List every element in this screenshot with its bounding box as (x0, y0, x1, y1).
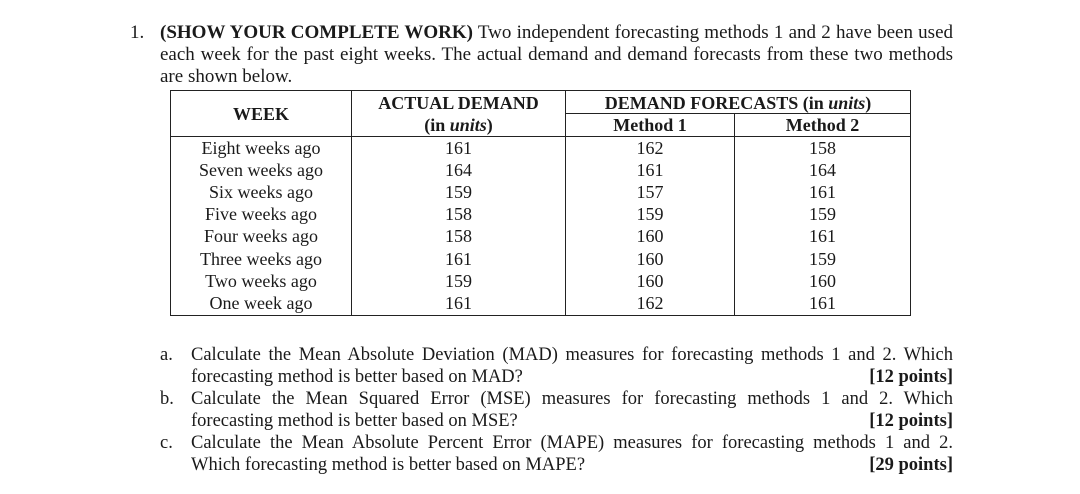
part-points: [12 points] (869, 367, 953, 387)
header-actual-unit: units (449, 115, 487, 135)
cell-method-1: 162 (566, 137, 735, 160)
cell-method-2: 161 (735, 292, 911, 315)
part-letter: b. (160, 389, 174, 409)
table-row (171, 181, 911, 203)
cell-week: Two weeks ago (171, 270, 352, 292)
cell-method-1: 162 (566, 292, 735, 315)
part-text-cont: Which forecasting method is better based on MAPE? (191, 455, 586, 475)
cell-week: Seven weeks ago (171, 159, 352, 181)
header-week: WEEK (171, 91, 352, 137)
demand-forecast-table (170, 90, 911, 316)
cell-method-1: 160 (566, 226, 735, 248)
cell-week: Eight weeks ago (171, 137, 352, 160)
header-actual-demand (352, 91, 566, 137)
cell-method-2: 159 (735, 204, 911, 226)
header-method-2: Method 2 (735, 114, 911, 137)
cell-week: Three weeks ago (171, 248, 352, 270)
table-row (171, 270, 911, 292)
header-demand-forecasts (566, 91, 911, 114)
header-actual-prefix: (in (424, 115, 450, 135)
cell-method-2: 159 (735, 248, 911, 270)
header-forecasts-suffix: ) (865, 93, 872, 113)
cell-method-2: 161 (735, 226, 911, 248)
cell-method-1: 159 (566, 204, 735, 226)
cell-actual: 158 (352, 204, 566, 226)
cell-method-2: 164 (735, 159, 911, 181)
cell-method-2: 160 (735, 270, 911, 292)
part-text: Calculate the Mean Squared Error (MSE) measures for forecasting methods 1 and 2. Which (191, 389, 953, 409)
cell-method-2: 161 (735, 181, 911, 203)
part-text-cont: forecasting method is better based on MAD? (191, 367, 523, 387)
header-forecasts-prefix: DEMAND FORECASTS (in (604, 93, 829, 113)
part-points: [29 points] (869, 455, 953, 475)
cell-method-1: 160 (566, 248, 735, 270)
part-text: Calculate the Mean Absolute Percent Error (MAPE) measures for forecasting methods 1 and 2. (191, 433, 953, 453)
part-b (160, 388, 953, 432)
table-row (171, 204, 911, 226)
part-points: [12 points] (869, 411, 953, 431)
cell-actual: 161 (352, 137, 566, 160)
table-row (171, 292, 911, 315)
part-text: Calculate the Mean Absolute Deviation (MAD) measures for forecasting methods 1 and 2. Which (191, 345, 953, 365)
cell-actual: 158 (352, 226, 566, 248)
header-forecasts-unit: units (828, 93, 866, 113)
table-row (171, 137, 911, 160)
question-text: Two independent forecasting methods 1 and 2 have been used each week for the past eight weeks. The actual demand and demand forecasts from these two methods are shown below. (160, 22, 953, 87)
cell-week: One week ago (171, 292, 352, 315)
cell-actual: 164 (352, 159, 566, 181)
cell-actual: 159 (352, 270, 566, 292)
cell-method-1: 161 (566, 159, 735, 181)
header-actual-line2 (352, 114, 565, 136)
part-c (160, 432, 953, 476)
question-number: 1. (130, 22, 145, 43)
cell-method-1: 157 (566, 181, 735, 203)
table-row (171, 159, 911, 181)
cell-method-2: 158 (735, 137, 911, 160)
part-text-cont: forecasting method is better based on MSE? (191, 411, 518, 431)
question-parts (160, 344, 953, 476)
question-lead: (SHOW YOUR COMPLETE WORK) (160, 22, 473, 43)
question-intro (160, 22, 953, 88)
cell-week: Six weeks ago (171, 181, 352, 203)
cell-actual: 161 (352, 248, 566, 270)
cell-method-1: 160 (566, 270, 735, 292)
cell-week: Four weeks ago (171, 226, 352, 248)
cell-actual: 161 (352, 292, 566, 315)
cell-actual: 159 (352, 181, 566, 203)
table-row (171, 226, 911, 248)
table-row (171, 248, 911, 270)
header-actual-line1: ACTUAL DEMAND (378, 93, 539, 113)
table-body (171, 137, 911, 316)
cell-week: Five weeks ago (171, 204, 352, 226)
part-a (160, 344, 953, 388)
header-actual-suffix: ) (486, 115, 493, 135)
header-method-1: Method 1 (566, 114, 735, 137)
part-letter: c. (160, 433, 173, 453)
part-letter: a. (160, 345, 173, 365)
